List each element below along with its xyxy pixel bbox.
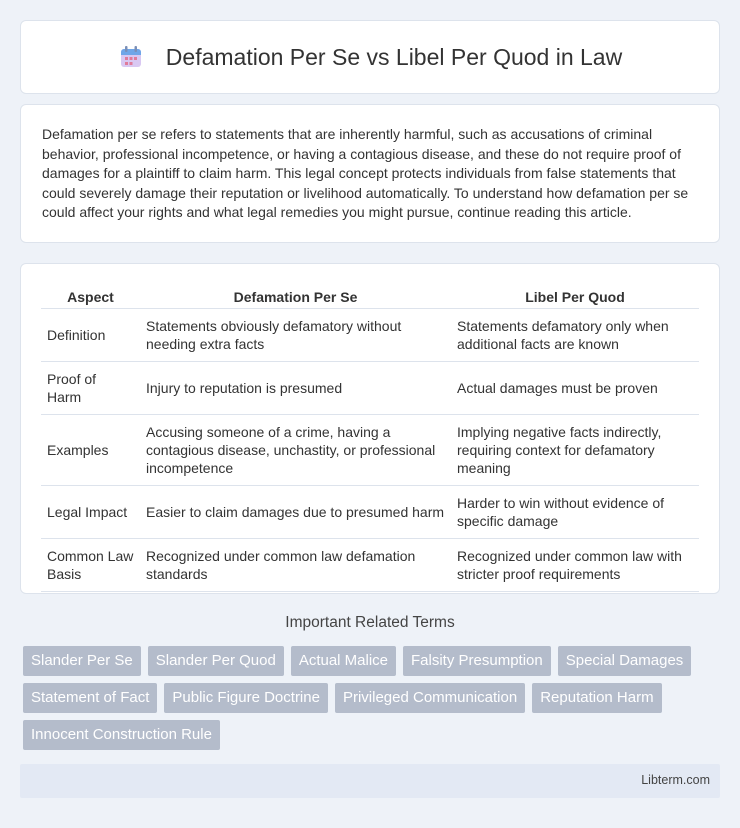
- row-libel-per-quod: Statements defamatory only when additional facts are known: [451, 309, 699, 362]
- tag-reputation-harm[interactable]: Reputation Harm: [532, 683, 661, 713]
- row-libel-per-quod: Implying negative facts indirectly, requiring context for defamatory meaning: [451, 415, 699, 486]
- table-row: [41, 309, 699, 362]
- related-terms-tags: [23, 646, 723, 750]
- page-title: Defamation Per Se vs Libel Per Quod in Law: [165, 43, 623, 70]
- row-defamation-per-se: Accusing someone of a crime, having a contagious disease, unchastity, or professional incompetence: [140, 415, 451, 486]
- title-card: [20, 20, 720, 94]
- tag-slander-per-quod[interactable]: Slander Per Quod: [148, 646, 284, 676]
- row-defamation-per-se: Easier to claim damages due to presumed harm: [140, 486, 451, 539]
- comparison-table-card: [20, 263, 720, 594]
- related-terms-title: Important Related Terms: [285, 614, 455, 631]
- intro-card: [20, 104, 720, 243]
- footer-site-link[interactable]: Libterm.com: [641, 773, 710, 787]
- table-row: [41, 362, 699, 415]
- tag-actual-malice[interactable]: Actual Malice: [291, 646, 396, 676]
- row-libel-per-quod: Actual damages must be proven: [451, 362, 699, 415]
- tag-public-figure-doctrine[interactable]: Public Figure Doctrine: [164, 683, 328, 713]
- row-libel-per-quod: Recognized under common law with stricter proof requirements: [451, 539, 699, 592]
- table-row: [41, 539, 699, 592]
- row-aspect: Legal Impact: [41, 486, 140, 539]
- tag-slander-per-se[interactable]: Slander Per Se: [23, 646, 141, 676]
- header-libel-per-quod: Libel Per Quod: [451, 284, 699, 309]
- table-row: [41, 486, 699, 539]
- tag-statement-of-fact[interactable]: Statement of Fact: [23, 683, 157, 713]
- tag-innocent-construction-rule[interactable]: Innocent Construction Rule: [23, 720, 220, 750]
- tag-special-damages[interactable]: Special Damages: [558, 646, 692, 676]
- row-aspect: Definition: [41, 309, 140, 362]
- comparison-table: [41, 284, 699, 592]
- header-aspect: Aspect: [41, 284, 140, 309]
- header-defamation-per-se: Defamation Per Se: [140, 284, 451, 309]
- calendar-icon: [118, 44, 144, 70]
- row-aspect: Common Law Basis: [41, 539, 140, 592]
- row-aspect: Proof of Harm: [41, 362, 140, 415]
- tag-privileged-communication[interactable]: Privileged Communication: [335, 683, 525, 713]
- table-row: [41, 415, 699, 486]
- row-defamation-per-se: Injury to reputation is presumed: [140, 362, 451, 415]
- row-aspect: Examples: [41, 415, 140, 486]
- row-defamation-per-se: Recognized under common law defamation standards: [140, 539, 451, 592]
- row-defamation-per-se: Statements obviously defamatory without needing extra facts: [140, 309, 451, 362]
- footer: [20, 764, 720, 798]
- table-header-row: [41, 284, 699, 309]
- intro-text: Defamation per se refers to statements that are inherently harmful, such as accusations of criminal behavior, professional incompetence, or having a contagious disease, and these do not require proof of damages for a plaintiff to claim harm. This legal concept protects individuals from false statements that could severely damage their reputation or livelihood automatically. To understand how defamation per se could affect your rights and what legal remedies you might pursue, continue reading this article.: [42, 126, 689, 221]
- tag-falsity-presumption[interactable]: Falsity Presumption: [403, 646, 551, 676]
- row-libel-per-quod: Harder to win without evidence of specific damage: [451, 486, 699, 539]
